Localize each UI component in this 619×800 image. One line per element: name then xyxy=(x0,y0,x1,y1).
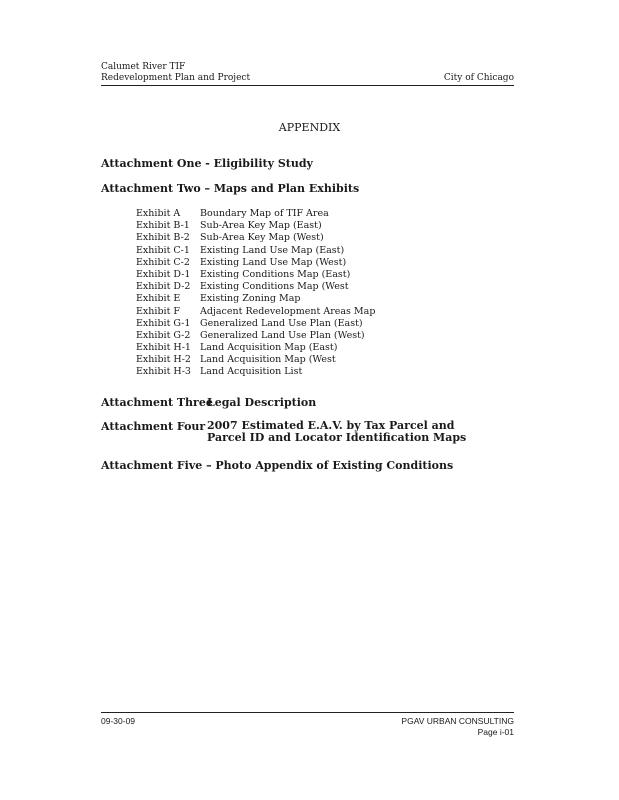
footer-page-number: Page i-01 xyxy=(477,727,514,737)
footer-divider xyxy=(101,712,514,713)
footer-organization: PGAV URBAN CONSULTING xyxy=(401,716,514,726)
exhibit-item xyxy=(136,269,375,281)
exhibit-code: Exhibit G-1 xyxy=(136,317,191,329)
page-title: APPENDIX xyxy=(278,121,341,134)
exhibit-list xyxy=(136,208,375,379)
exhibit-item xyxy=(136,330,375,342)
header-plan-title: Redevelopment Plan and Project xyxy=(101,73,251,83)
exhibit-code: Exhibit C-1 xyxy=(136,244,190,256)
attachment-three-label: Attachment Three xyxy=(101,396,213,409)
exhibit-item xyxy=(136,318,375,330)
exhibit-title: Existing Zoning Map xyxy=(200,293,301,305)
exhibit-title: Land Acquisition List xyxy=(200,366,303,378)
attachment-four-desc-line-1: 2007 Estimated E.A.V. by Tax Parcel and xyxy=(207,419,455,432)
exhibit-item xyxy=(136,342,375,354)
exhibit-item xyxy=(136,293,375,305)
exhibit-title: Existing Land Use Map (East) xyxy=(200,244,345,256)
exhibit-code: Exhibit G-2 xyxy=(136,329,191,341)
exhibit-code: Exhibit A xyxy=(136,208,181,219)
attachment-five: Attachment Five – Photo Appendix of Existing Conditions xyxy=(101,459,454,472)
attachment-four-label: Attachment Four xyxy=(101,420,206,433)
header-city: City of Chicago xyxy=(443,73,514,83)
attachment-two: Attachment Two – Maps and Plan Exhibits xyxy=(101,182,360,195)
exhibit-item xyxy=(136,245,375,257)
exhibit-title: Land Acquisition Map (East) xyxy=(200,342,338,354)
exhibit-code: Exhibit D-2 xyxy=(136,281,191,293)
exhibit-code: Exhibit D-1 xyxy=(136,268,191,280)
exhibit-code: Exhibit H-1 xyxy=(136,342,191,354)
attachment-four-description xyxy=(207,420,466,444)
exhibit-title: Generalized Land Use Plan (East) xyxy=(200,317,363,329)
exhibit-code: Exhibit H-2 xyxy=(136,354,191,366)
exhibit-title: Sub-Area Key Map (West) xyxy=(200,232,324,244)
exhibit-title: Adjacent Redevelopment Areas Map xyxy=(200,305,376,317)
attachment-one: Attachment One - Eligibility Study xyxy=(101,157,313,170)
exhibit-item xyxy=(136,257,375,269)
header-project-name: Calumet River TIF xyxy=(101,62,186,72)
exhibit-code: Exhibit B-2 xyxy=(136,232,190,244)
exhibit-code: Exhibit F xyxy=(136,305,180,317)
attachment-three-description: Legal Description xyxy=(207,396,317,409)
attachment-three xyxy=(101,396,317,409)
exhibit-item xyxy=(136,232,375,244)
exhibit-title: Existing Conditions Map (East) xyxy=(200,268,351,280)
exhibit-item xyxy=(136,306,375,318)
header-divider xyxy=(101,85,514,86)
exhibit-title: Existing Conditions Map (West xyxy=(200,281,349,293)
exhibit-item xyxy=(136,220,375,232)
exhibit-item xyxy=(136,354,375,366)
exhibit-code: Exhibit C-2 xyxy=(136,256,190,268)
exhibit-title: Boundary Map of TIF Area xyxy=(200,208,329,219)
exhibit-item xyxy=(136,366,375,378)
exhibit-item xyxy=(136,281,375,293)
exhibit-title: Sub-Area Key Map (East) xyxy=(200,220,322,232)
exhibit-title: Existing Land Use Map (West) xyxy=(200,256,347,268)
exhibit-title: Generalized Land Use Plan (West) xyxy=(200,329,365,341)
exhibit-code: Exhibit H-3 xyxy=(136,366,191,378)
exhibit-item xyxy=(136,208,375,220)
attachment-four-desc-line-2: Parcel ID and Locator Identification Maps xyxy=(207,431,467,444)
attachment-four xyxy=(101,419,467,444)
exhibit-title: Land Acquisition Map (West xyxy=(200,354,336,366)
exhibit-code: Exhibit E xyxy=(136,293,181,305)
exhibit-code: Exhibit B-1 xyxy=(136,220,190,232)
footer-date: 09-30-09 xyxy=(101,716,136,726)
